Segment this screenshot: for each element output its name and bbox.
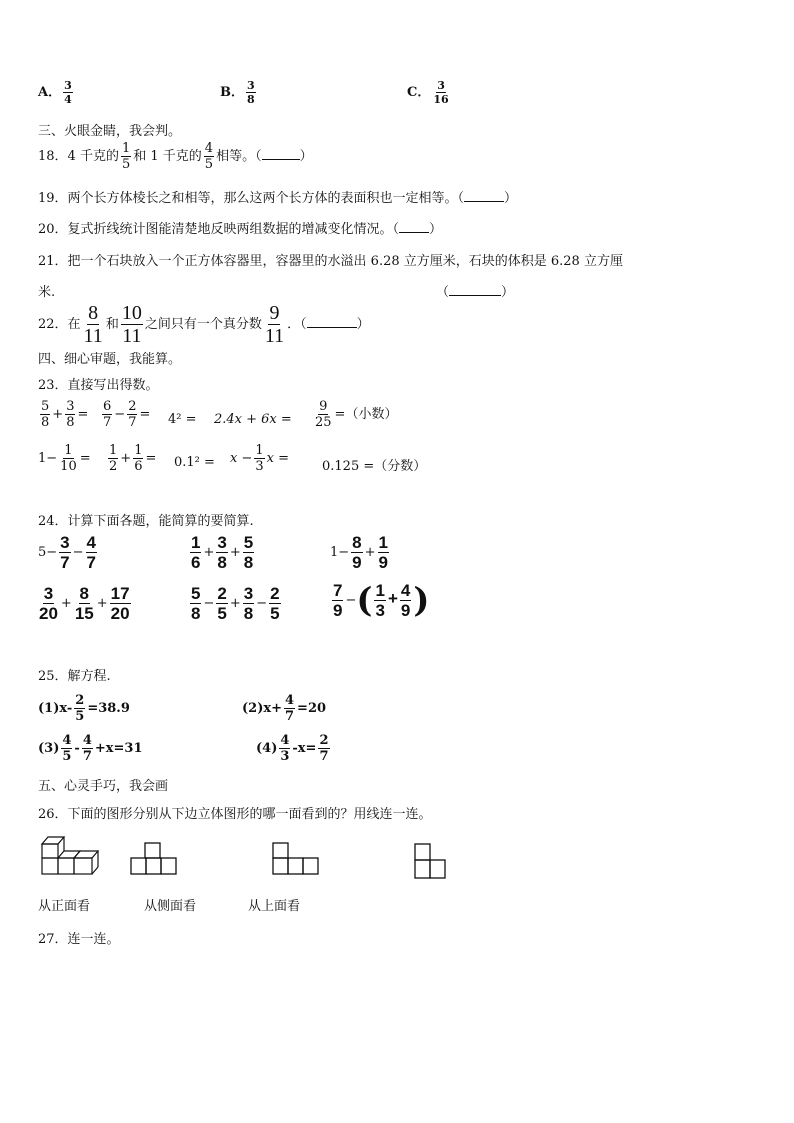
option-b: B． $\frac{3}{8}$ — [220, 79, 255, 106]
question-22: 22．在 $\frac{8}{11}$ 和 $\frac{10}{11}$ 之间只有一个真分数 $\frac{9}{11}$ ．（ ） — [38, 302, 370, 347]
view-label-front: 从正面看 — [38, 899, 91, 914]
question-21-answer: （ ） — [436, 285, 515, 300]
q24-expr-6: $\frac{7}{9}$ −( $\frac{1}{3}$ + $\frac{4}{9}$ ) — [333, 580, 430, 621]
q25-eq-4: (4) $\frac{4}{3}$ -x= $\frac{2}{7}$ — [256, 733, 329, 764]
q25-eq-3: (3) $\frac{4}{5}$ - $\frac{4}{7}$ +x=31 — [38, 733, 143, 764]
q23-expr-7: $\frac{1}{2}$ + $\frac{1}{6}$ = — [109, 443, 157, 474]
q25-eq-1: (1)x- $\frac{2}{5}$ =38.9 — [38, 693, 130, 724]
view-figure-3 — [414, 842, 450, 882]
question-21-line1: 21．把一个石块放入一个正方体容器里，容器里的水溢出 6.28 立方厘米，石块的体积是 6.28 立方厘 — [38, 254, 623, 269]
question-25-title: 25．解方程. — [38, 669, 111, 684]
answer-blank[interactable] — [449, 295, 501, 296]
q24-expr-3: 1− $\frac{8}{9}$ + $\frac{1}{9}$ — [330, 533, 389, 572]
answer-blank[interactable] — [399, 232, 429, 233]
view-figure-1 — [130, 842, 178, 876]
cube-solid-figure — [40, 834, 102, 878]
q23-expr-8: 0.1² = — [174, 455, 215, 470]
question-21-line2: 米. — [38, 285, 56, 300]
option-a: A． $\frac{3}{4}$ — [38, 79, 72, 106]
q23-expr-10: 0.125 =（分数） — [322, 459, 427, 474]
section-4-heading: 四、细心审题，我能算。 — [38, 352, 182, 367]
q23-expr-4: 2.4x + 6x = — [214, 412, 292, 427]
section-3-heading: 三、火眼金睛，我会判。 — [38, 124, 182, 139]
view-figure-2 — [272, 842, 320, 876]
question-27-title: 27．连一连。 — [38, 932, 120, 947]
q23-expr-6: 1− $\frac{1}{10}$ = — [38, 443, 91, 474]
q24-expr-5: $\frac{5}{8}$ − $\frac{2}{5}$ + $\frac{3}{8}$ − $\frac{2}{5}$ — [191, 584, 280, 623]
question-23-title: 23．直接写出得数。 — [38, 378, 159, 393]
view-label-top: 从上面看 — [248, 899, 301, 914]
answer-blank[interactable] — [464, 201, 504, 202]
view-label-side: 从侧面看 — [144, 899, 197, 914]
q25-eq-2: (2)x+ $\frac{4}{7}$ =20 — [242, 693, 327, 724]
answer-blank[interactable] — [262, 159, 300, 160]
question-24-title: 24．计算下面各题，能简算的要简算. — [38, 514, 254, 529]
q23-expr-2: $\frac{6}{7}$ − $\frac{2}{7}$ = — [103, 399, 151, 430]
q23-expr-3: 4² = — [168, 412, 197, 427]
q24-expr-2: $\frac{1}{6}$ + $\frac{3}{8}$ + $\frac{5}{8}$ — [191, 533, 254, 572]
answer-blank[interactable] — [307, 327, 357, 328]
q23-expr-1: $\frac{5}{8}$ + $\frac{3}{8}$ = — [41, 399, 89, 430]
q24-expr-4: $\frac{3}{20}$ + $\frac{8}{15}$ + $\frac{17}{20}$ — [39, 584, 130, 623]
question-19: 19．两个长方体棱长之和相等，那么这两个长方体的表面积也一定相等。（ ） — [38, 191, 518, 206]
question-26-title: 26．下面的图形分别从下边立体图形的哪一面看到的？用线连一连。 — [38, 807, 432, 822]
section-5-heading: 五、心灵手巧，我会画 — [38, 779, 169, 794]
question-20: 20．复式折线统计图能清楚地反映两组数据的增减变化情况。（ ） — [38, 222, 443, 237]
question-18: 18．4 千克的 $\frac{1}{5}$ 和 1 千克的 $\frac{4}{5}$ 相等。（ ） — [38, 141, 313, 172]
q23-expr-9: x − $\frac{1}{3}$ x = — [230, 443, 289, 474]
q23-expr-5: $\frac{9}{25}$ =（小数） — [315, 399, 398, 430]
option-c: C． $\frac{3}{16}$ — [407, 79, 449, 106]
q24-expr-1: 5− $\frac{3}{7}$ − $\frac{4}{7}$ — [38, 533, 97, 572]
